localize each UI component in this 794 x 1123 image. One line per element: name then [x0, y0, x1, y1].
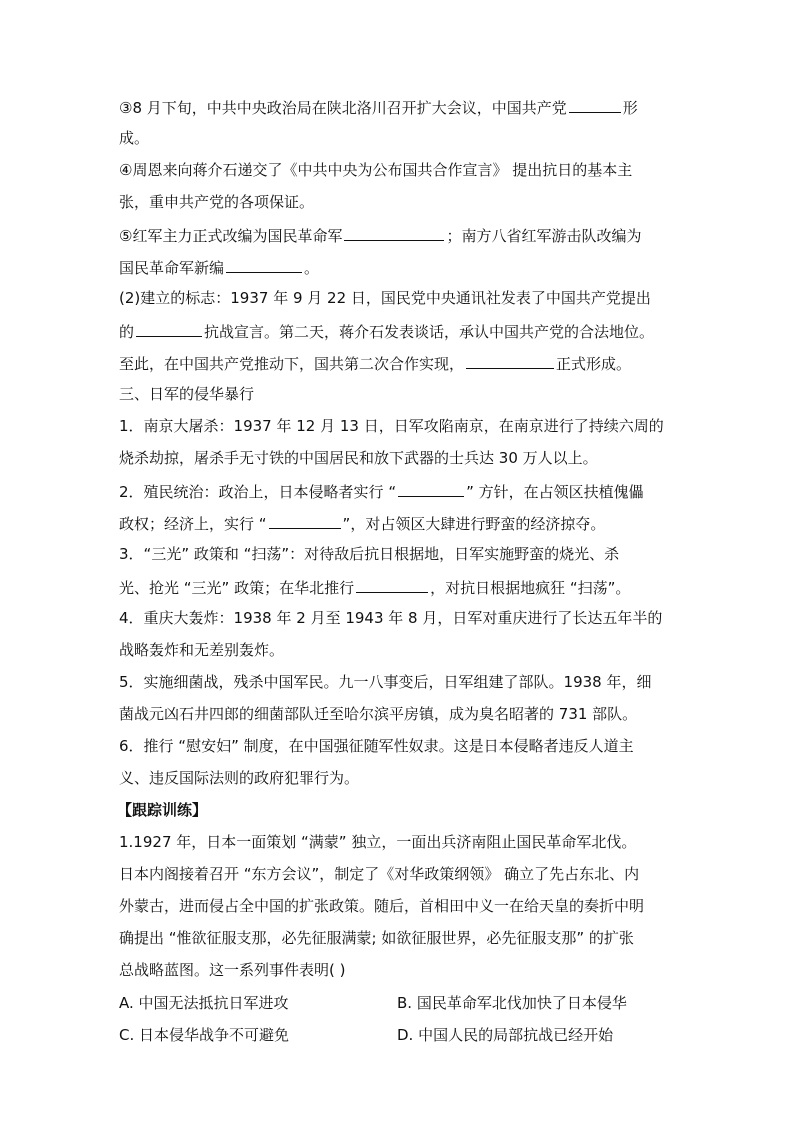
text-line	[119, 576, 630, 598]
text: 至此，在中国共产党推动下，国共第二次合作实现，	[119, 355, 465, 373]
text-line: (2)建立的标志：1937 年 9 月 22 日，国民党中央通讯社发表了中国共产党提出	[119, 289, 651, 307]
text: ”，对占领区大肆进行野蛮的经济掠夺。	[342, 515, 606, 533]
text-line	[119, 256, 319, 278]
answer-blank[interactable]	[356, 576, 428, 593]
text-line: 烧杀劫掠，屠杀手无寸铁的中国居民和放下武器的士兵达 30 万人以上。	[119, 449, 598, 467]
text-line	[119, 352, 631, 374]
answer-blank[interactable]	[226, 256, 302, 273]
text-line	[119, 512, 605, 534]
text: 政权；经济上，实行 “	[119, 515, 267, 533]
text-line: 4．重庆大轰炸：1938 年 2 月至 1943 年 8 月，日军对重庆进行了长达五年半的	[119, 609, 663, 627]
text: 形	[622, 99, 638, 117]
option-b[interactable]: B. 国民革命军北伐加快了日本侵华	[397, 994, 627, 1012]
text: ；南方八省红军游击队改编为	[446, 227, 642, 245]
question-line: 总战略蓝图。这一系列事件表明( )	[119, 961, 346, 979]
text-line: 3．“三光” 政策和 “扫荡”：对待敌后抗日根据地，日军实施野蛮的烧光、杀	[119, 545, 620, 563]
text: 。	[304, 259, 320, 277]
text: 正式形成。	[556, 355, 632, 373]
text-line: 战略轰炸和无差别轰炸。	[119, 641, 285, 659]
question-line: 日本内阁接着召开 “东方会议”，制定了《对华政策纲领》 确立了先占东北、内	[119, 865, 640, 883]
text-line	[119, 224, 641, 246]
text-line	[119, 480, 644, 502]
text-line: 张，重申共产党的各项保证。	[119, 193, 315, 211]
answer-blank[interactable]	[569, 96, 621, 113]
answer-blank[interactable]	[466, 352, 554, 369]
section-heading: 三、日军的侵华暴行	[119, 385, 255, 403]
question-line: 确提出 “惟欲征服支那，必先征服满蒙; 如欲征服世界，必先征服支那” 的扩张	[119, 929, 634, 947]
text: ，对抗日根据地疯狂 “扫荡”。	[430, 579, 631, 597]
answer-blank[interactable]	[344, 224, 444, 241]
text-line: 1．南京大屠杀：1937 年 12 月 13 日，日军攻陷南京，在南京进行了持续六周的	[119, 417, 664, 435]
text-line: 5．实施细菌战，残杀中国军民。九一八事变后，日军组建了部队。1938 年，细	[119, 673, 652, 691]
text-line: 6．推行 “慰安妇” 制度，在中国强征随军性奴隶。这是日本侵略者违反人道主	[119, 737, 634, 755]
text: 国民革命军新编	[119, 259, 225, 277]
text: 的	[119, 323, 135, 341]
text: ” 方针，在占领区扶植傀儡	[466, 483, 644, 501]
text-line: 义、违反国际法则的政府犯罪行为。	[119, 769, 360, 787]
option-d[interactable]: D. 中国人民的局部抗战已经开始	[397, 1026, 614, 1044]
answer-blank[interactable]	[398, 480, 464, 497]
text-line	[119, 320, 654, 342]
practice-heading: 【跟踪训练】	[117, 801, 208, 819]
text: 抗战宣言。第二天，蒋介石发表谈话，承认中国共产党的合法地位。	[204, 323, 655, 341]
text-line: ④周恩来向蒋介石递交了《中共中央为公布国共合作宣言》 提出抗日的基本主	[119, 161, 633, 179]
text: 光、抢光 “三光” 政策；在华北推行	[119, 579, 355, 597]
text: ⑤红军主力正式改编为国民革命军	[119, 227, 343, 245]
text: ③8 月下旬，中共中央政治局在陕北洛川召开扩大会议，中国共产党	[119, 99, 567, 117]
question-line: 外蒙古，进而侵占全中国的扩张政策。随后，首相田中义一在给天皇的奏折中明	[119, 897, 645, 915]
text-line	[119, 96, 638, 118]
answer-blank[interactable]	[136, 320, 202, 337]
answer-blank[interactable]	[269, 512, 341, 529]
text-line: 成。	[119, 129, 150, 147]
text-line: 菌战元凶石井四郎的细菌部队迁至哈尔滨平房镇，成为臭名昭著的 731 部队。	[119, 705, 638, 723]
option-c[interactable]: C. 日本侵华战争不可避免	[119, 1026, 290, 1044]
question-line: 1.1927 年，日本一面策划 “满蒙” 独立，一面出兵济南阻止国民革命军北伐。	[119, 833, 637, 851]
text: 2．殖民统治：政治上，日本侵略者实行 “	[119, 483, 397, 501]
option-a[interactable]: A. 中国无法抵抗日军进攻	[119, 994, 289, 1012]
